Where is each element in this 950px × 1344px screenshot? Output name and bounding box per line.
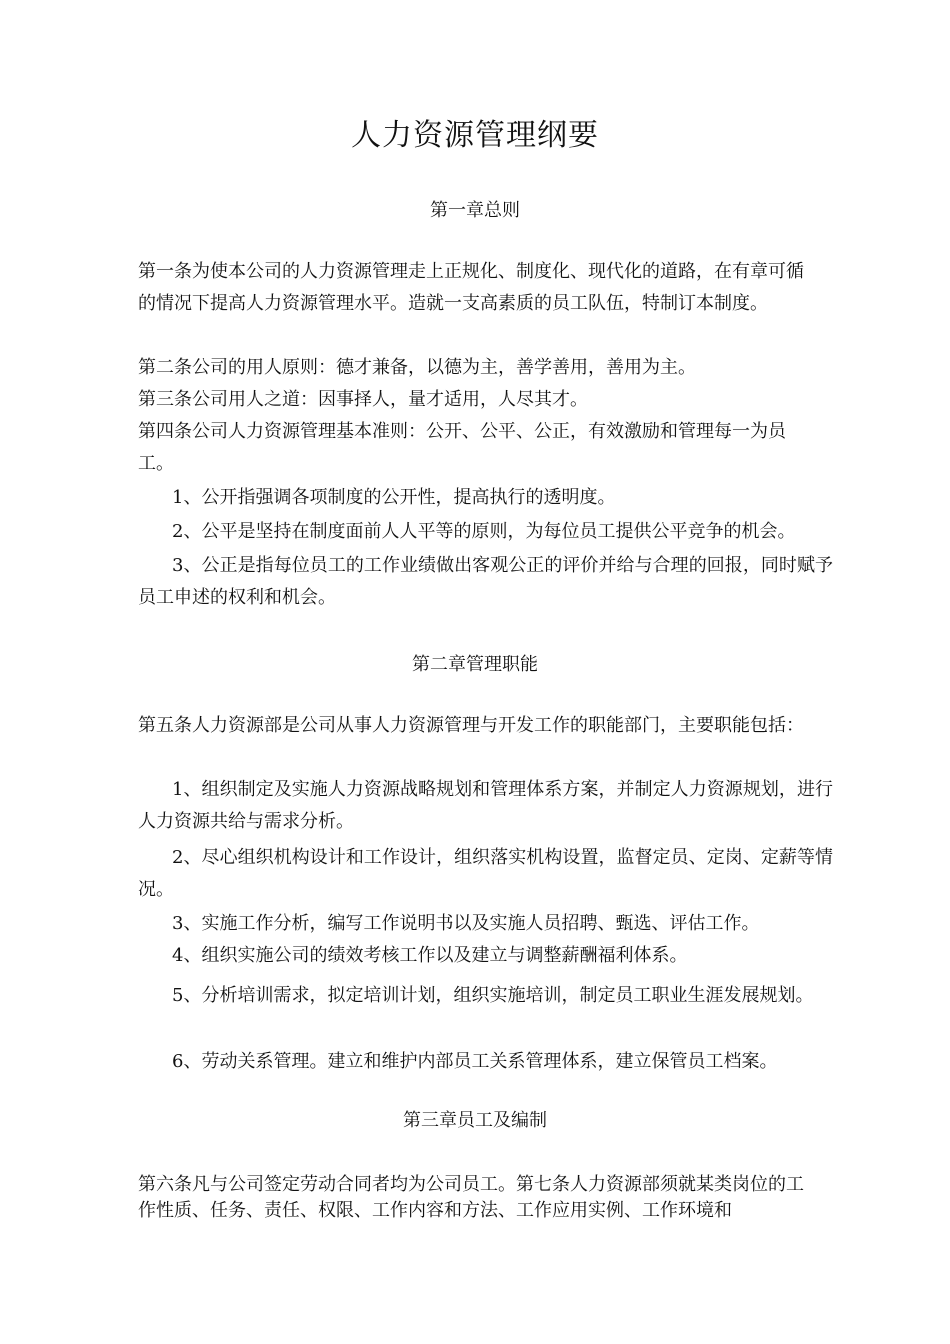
article-5-item-1: 1、组织制定及实施人力资源战略规划和管理体系方案，并制定人力资源规划，进行人力资源共给与需求分析。	[138, 779, 833, 832]
article-5: 第五条人力资源部是公司从事人力资源管理与开发工作的职能部门，主要职能包括：	[138, 715, 804, 736]
article-5-item-3: 3、实施工作分析，编写工作说明书以及实施人员招聘、甄选、评估工作。	[172, 913, 760, 934]
article-4-item-2: 2、公平是坚持在制度面前人人平等的原则，为每位员工提供公平竞争的机会。	[172, 521, 796, 542]
chapter-3-heading: 第三章员工及编制	[403, 1110, 547, 1131]
article-1: 第一条为使本公司的人力资源管理走上正规化、制度化、现代化的道路，在有章可循的情况下提高人力资源管理水平。造就一支高素质的员工队伍，特制订本制度。	[138, 261, 804, 314]
document-title: 人力资源管理纲要	[351, 118, 599, 153]
article-4-item-1: 1、公开指强调各项制度的公开性，提高执行的透明度。	[172, 487, 616, 508]
article-2: 第二条公司的用人原则：德才兼备，以德为主，善学善用，善用为主。	[138, 357, 696, 378]
article-3: 第三条公司用人之道：因事择人，量才适用，人尽其才。	[138, 389, 588, 410]
chapter-1-heading: 第一章总则	[430, 200, 520, 221]
article-5-item-4: 4、组织实施公司的绩效考核工作以及建立与调整薪酬福利体系。	[172, 945, 688, 966]
article-4: 第四条公司人力资源管理基本准则：公开、公平、公正，有效激励和管理每一为员工。	[138, 421, 786, 474]
article-4-item-3: 3、公正是指每位员工的工作业绩做出客观公正的评价并给与合理的回报，同时赋予员工申述的权利和机会。	[138, 555, 833, 608]
article-5-item-2: 2、尽心组织机构设计和工作设计，组织落实机构设置，监督定员、定岗、定薪等情况。	[138, 847, 833, 900]
article-5-item-6: 6、劳动关系管理。建立和维护内部员工关系管理体系，建立保管员工档案。	[172, 1051, 778, 1072]
chapter-2-heading: 第二章管理职能	[412, 654, 538, 675]
article-5-item-5: 5、分析培训需求，拟定培训计划，组织实施培训，制定员工职业生涯发展规划。	[172, 985, 814, 1006]
article-6: 第六条凡与公司签定劳动合同者均为公司员工。第七条人力资源部须就某类岗位的工作性质、任务、责任、权限、工作内容和方法、工作应用实例、工作环境和	[138, 1174, 804, 1221]
